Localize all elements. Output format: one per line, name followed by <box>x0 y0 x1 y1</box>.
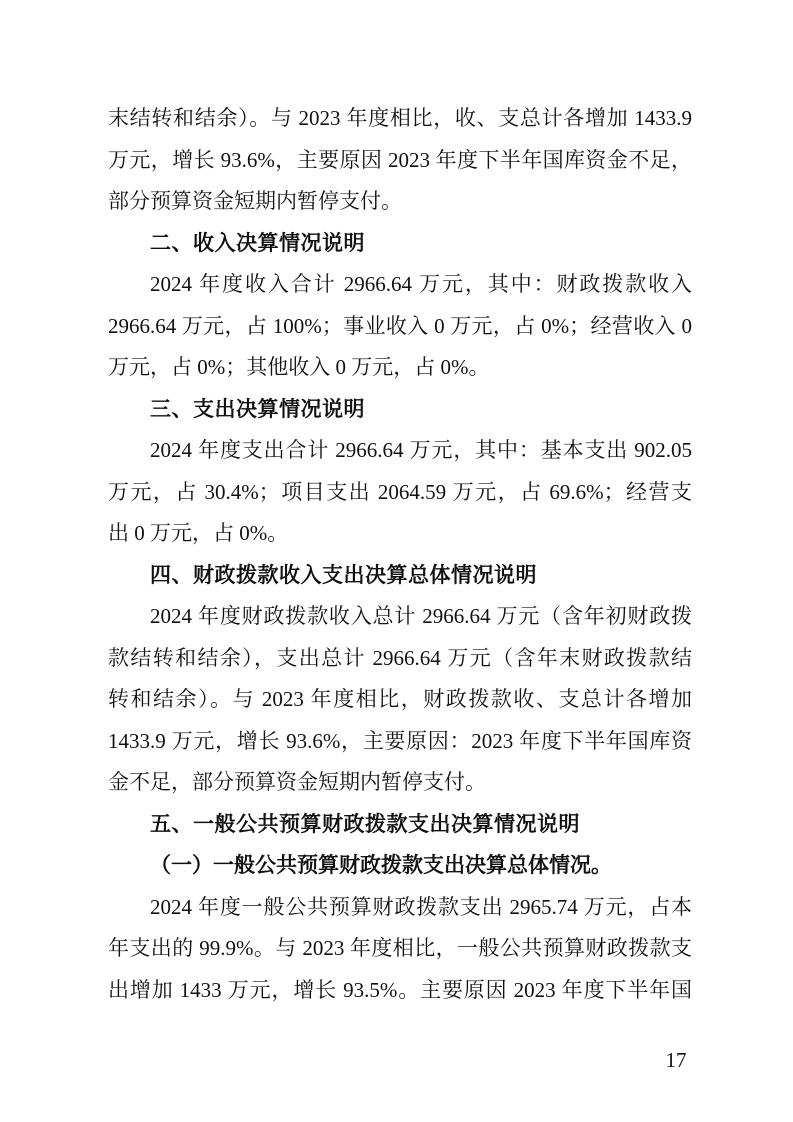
page-number: 17 <box>665 1048 687 1072</box>
text-line: 金不足，部分预算资金短期内暂停支付。 <box>108 770 486 794</box>
section-heading: 二、收入决算情况说明 <box>150 231 365 255</box>
text-line: 万元，占 0%；其他收入 0 万元，占 0%。 <box>108 355 490 379</box>
text-line: 出 0 万元，占 0%。 <box>108 521 289 545</box>
text-line: 出增加 1433 万元，增长 93.5%。主要原因 2023 年度下半年国 <box>108 977 692 1002</box>
text-line: 2024 年度支出合计 2966.64 万元，其中：基本支出 902.05 <box>150 438 692 462</box>
text-line: 2966.64 万元，占 100%；事业收入 0 万元，占 0%；经营收入 0 <box>108 313 692 338</box>
sub-section-heading: （一）一般公共预算财政拨款支出决算总体情况。 <box>150 853 612 877</box>
document-body <box>108 98 692 1011</box>
text-line: 万元，占 30.4%；项目支出 2064.59 万元，占 69.6%；经营支 <box>108 479 692 504</box>
text-line: 款结转和结余），支出总计 2966.64 万元（含年末财政拨款结 <box>108 645 692 670</box>
text-line: 万元，增长 93.6%，主要原因 2023 年度下半年国库资金不足， <box>108 147 692 172</box>
text-line: 末结转和结余）。与 2023 年度相比，收、支总计各增加 1433.9 <box>108 106 692 130</box>
text-line: 1433.9 万元，增长 93.6%，主要原因：2023 年度下半年国库资 <box>108 728 692 753</box>
text-line: 年支出的 99.9%。与 2023 年度相比，一般公共预算财政拨款支 <box>108 936 692 960</box>
text-line: 部分预算资金短期内暂停支付。 <box>108 189 402 213</box>
text-line: 2024 年度收入合计 2966.64 万元，其中：财政拨款收入 <box>150 272 692 296</box>
text-line: 2024 年度一般公共预算财政拨款支出 2965.74 万元，占本 <box>150 894 692 919</box>
text-line: 转和结余）。与 2023 年度相比，财政拨款收、支总计各增加 <box>108 687 692 711</box>
section-heading: 三、支出决算情况说明 <box>150 397 365 421</box>
section-heading: 四、财政拨款收入支出决算总体情况说明 <box>150 563 537 587</box>
section-heading: 五、一般公共预算财政拨款支出决算情况说明 <box>150 812 580 836</box>
text-line: 2024 年度财政拨款收入总计 2966.64 万元（含年初财政拨 <box>150 604 692 628</box>
